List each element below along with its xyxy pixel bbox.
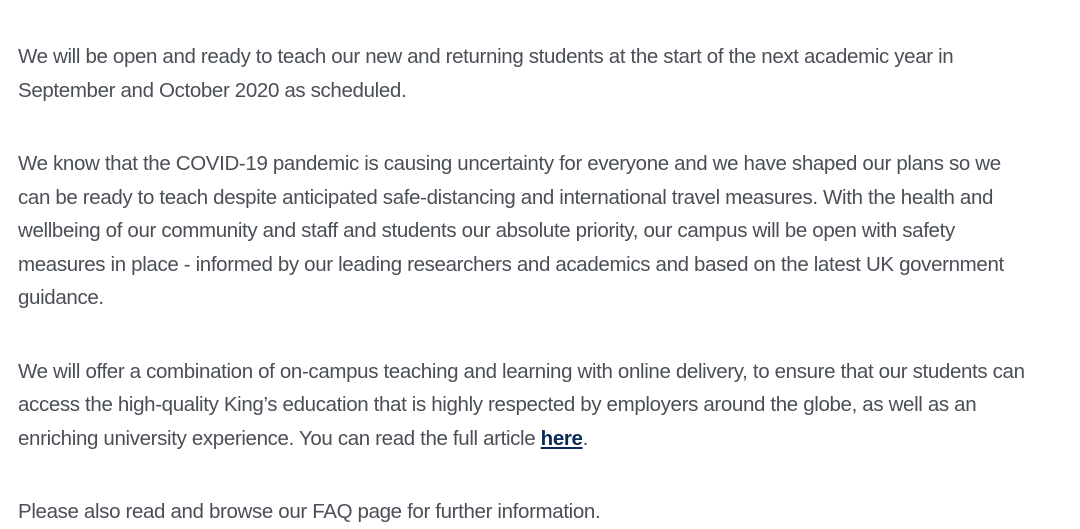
paragraph-opening: We will be open and ready to teach our new and returning students at the start of the next academic year in September and October 2020 as scheduled. [18,45,954,102]
paragraph-faq-text: Please also read and browse our FAQ page for further information. [18,500,601,523]
paragraph-faq-partial [18,495,1028,523]
paragraph-covid-plans: We know that the COVID-19 pandemic is causing uncertainty for everyone and we have shaped our plans so we can be ready to teach despite anticipated safe-distancing and international travel measures. With the health and wellbeing of our community and staff and students our absolute priority, our campus will be open with safety measures in place - informed by our leading researchers and academics and based on the latest UK government guidance. [18,152,1004,309]
paragraph-teaching-text: We will offer a combination of on-campus teaching and learning with online delivery, to ensure that our students can access the high-quality King’s education that is highly respected by employers around the globe, as well as an enriching university experience. You can read the full article [18,359,1025,450]
paragraph-teaching-period: . [582,426,588,450]
full-article-link[interactable]: here [540,426,583,450]
article-body [18,40,1028,523]
paragraph-teaching-delivery [18,355,1028,456]
